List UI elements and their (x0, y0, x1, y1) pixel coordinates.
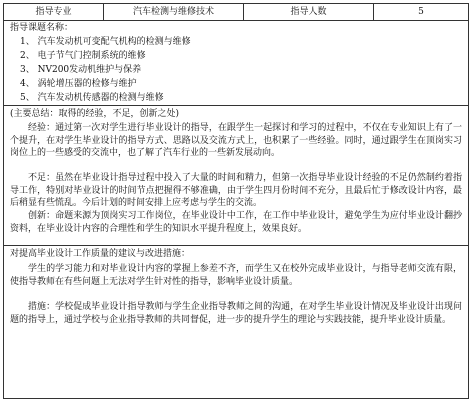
suggestions-section (4, 246, 468, 398)
topics-section (4, 20, 468, 106)
topic-item: 4、 涡轮增压器的检修与维护 (20, 79, 137, 89)
summary-title: (主要总结：取得的经验，不足，创新之处) (10, 109, 180, 119)
topic-item: 3、 NV200发动机维护与保养 (20, 65, 142, 75)
summary-innovation: 创新：命题来源为顶岗实习工作岗位，在毕业设计中工作，在工作中毕业设计，避免学生为应付毕业设计翻抄资料，在毕业设计内容的合理性和学生的知识水平提升程度上，效果良好。 (10, 211, 462, 234)
major-value: 汽车检测与维修技术 (104, 4, 244, 20)
summary-deficiency: 不足：虽然在毕业设计指导过程中投入了大量的时间和精力，但第一次指导毕业设计经验的不足仍然制约着指导工作，特别对毕业设计的时间节点把握得不够准确，由于学生四月份时间不充分，且最后忙于修改设计内容，最后稍显有些慌乱。今后计划的时间安排上应考虑与学生的交流。 (10, 173, 462, 209)
summary-experience: 经验：通过第一次对学生进行毕业设计的指导，在跟学生一起探讨和学习的过程中，不仅在专业知识上有了一个提升，在对学生毕业设计的指导方式、思路以及交流方式上，也积累了一些经验。同时，通过跟学生在顶岗实习岗位上的一些感受的交流中，也了解了汽车行业的一些新发展动向。 (10, 123, 462, 159)
suggestions-measures: 措施：学校促成毕业设计指导教师与学生企业指导教师之间的沟通，在对学生毕业设计情况及毕业设计出现问题的指导上，通过学校与企业指导教师的共同督促，进一步的提升学生的理论与实践技能，提升毕业设计质量。 (10, 302, 462, 325)
major-label: 指导专业 (4, 4, 104, 20)
topic-item: 2、 电子节气门控制系统的维修 (20, 51, 146, 61)
header-row (4, 4, 468, 21)
report-form (3, 3, 469, 399)
suggestions-title: 对提高毕业设计工作质量的建议与改进措施： (10, 249, 191, 259)
topics-title: 指导课题名称： (10, 23, 74, 33)
student-count-value: 5 (418, 6, 424, 17)
topic-item: 1、 汽车发动机可变配气机构的检测与维修 (20, 37, 191, 47)
topic-item: 5、 汽车发动机传感器的检测与维修 (20, 93, 164, 103)
suggestions-problems: 学生的学习能力和对毕业设计内容的掌握上参差不齐，而学生又在校外完成毕业设计，与指导老师交流有限，使指导教师在有些问题上无法对学生针对性的指导，影响毕业设计质量。 (10, 264, 462, 287)
student-count-label: 指导人数 (244, 4, 374, 20)
summary-section (4, 106, 468, 246)
